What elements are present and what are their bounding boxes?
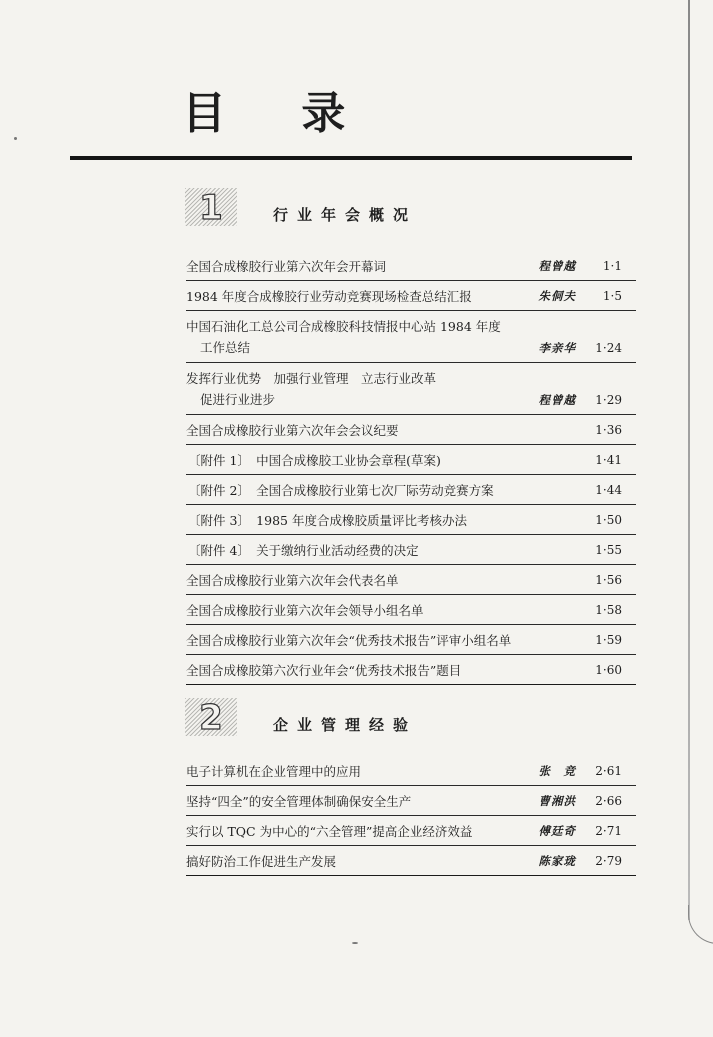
entry-title: 1984 年度合成橡胶行业劳动竞赛现场检查总结汇报: [186, 289, 472, 304]
page-title: 目 录: [182, 88, 376, 139]
entry-title: 搞好防治工作促进生产发展: [186, 854, 337, 869]
entry-author: 曹湘洪: [538, 794, 576, 808]
entry-title: 〔附件 2〕 全国合成橡胶行业第七次厂际劳动竞赛方案: [188, 483, 494, 498]
title-rule: [70, 156, 632, 160]
toc-entry[interactable]: [186, 565, 636, 595]
entry-title: 〔附件 4〕 关于缴纳行业活动经费的决定: [188, 543, 419, 558]
toc-entry[interactable]: [186, 251, 636, 281]
entry-title: 〔附件 1〕 中国合成橡胶工业协会章程(草案): [188, 453, 441, 468]
toc-entry[interactable]: [186, 786, 636, 816]
entry-author: 张 竞: [538, 764, 576, 778]
entry-title: 坚持“四全”的安全管理体制确保安全生产: [186, 794, 412, 809]
section-number: 2: [199, 698, 223, 738]
toc-entry[interactable]: [186, 415, 636, 445]
toc-entry[interactable]: [186, 281, 636, 311]
section-number: 1: [199, 188, 223, 228]
entry-title: 电子计算机在企业管理中的应用: [186, 764, 362, 779]
entry-page: 2·66: [595, 794, 622, 808]
entry-author: 程曾越: [538, 259, 576, 273]
entry-title: 全国合成橡胶行业第六次年会代表名单: [186, 573, 399, 588]
entry-page: 1·36: [595, 423, 622, 437]
entry-title: 全国合成橡胶行业第六次年会会议纪要: [186, 423, 399, 438]
toc-entry[interactable]: [186, 846, 636, 876]
entry-page: 1·29: [595, 393, 622, 407]
entry-title: 全国合成橡胶行业第六次年会领导小组名单: [186, 603, 424, 618]
entry-title-continued: 工作总结: [200, 340, 251, 355]
toc-entry[interactable]: [186, 655, 636, 685]
entry-title: 发挥行业优势 加强行业管理 立志行业改革: [186, 371, 437, 386]
entry-page: 2·71: [595, 824, 622, 838]
entry-title: 〔附件 3〕 1985 年度合成橡胶质量评比考核办法: [188, 513, 467, 528]
entry-title: 实行以 TQC 为中心的“六全管理”提高企业经济效益: [186, 824, 473, 839]
toc-entry[interactable]: [186, 756, 636, 786]
toc-list: [186, 756, 636, 876]
entry-page: 2·61: [595, 764, 622, 778]
toc-entry[interactable]: [186, 535, 636, 565]
entry-page: 1·59: [595, 633, 622, 647]
toc-entry[interactable]: [186, 363, 636, 415]
entry-page: 1·41: [595, 453, 622, 467]
entry-title: 全国合成橡胶行业第六次年会“优秀技术报告”评审小组名单: [186, 633, 512, 648]
toc-entry[interactable]: [186, 595, 636, 625]
entry-author: 朱侗夫: [538, 289, 576, 303]
entry-page: 1·1: [602, 259, 622, 273]
entry-title: 全国合成橡胶第六次行业年会“优秀技术报告”题目: [186, 663, 462, 678]
entry-author: 李亲华: [538, 341, 576, 355]
toc-entry[interactable]: [186, 475, 636, 505]
entry-page: 1·50: [595, 513, 622, 527]
entry-author: 陈家珑: [538, 854, 576, 868]
entry-author: 傅廷奇: [538, 824, 576, 838]
entry-page: 1·56: [595, 573, 622, 587]
toc-entry[interactable]: [186, 505, 636, 535]
toc-entry[interactable]: [186, 816, 636, 846]
entry-page: 1·24: [595, 341, 622, 355]
entry-page: 1·55: [595, 543, 622, 557]
entry-title: 全国合成橡胶行业第六次年会开幕词: [186, 259, 387, 274]
scan-edge-line: [688, 0, 690, 920]
toc-list: [186, 251, 636, 685]
section-title: 行业年会概况: [273, 206, 418, 224]
scan-dot: [352, 942, 358, 944]
toc-entry[interactable]: [186, 445, 636, 475]
entry-author: 程曾越: [538, 393, 576, 407]
scan-edge-curve: [688, 905, 713, 944]
entry-page: 1·60: [595, 663, 622, 677]
entry-page: 1·44: [595, 483, 622, 497]
entry-page: 1·58: [595, 603, 622, 617]
toc-entry[interactable]: [186, 311, 636, 363]
toc-entry[interactable]: [186, 625, 636, 655]
scan-dot: [14, 137, 17, 140]
entry-title-continued: 促进行业进步: [200, 392, 276, 407]
entry-page: 2·79: [595, 854, 622, 868]
entry-page: 1·5: [602, 289, 622, 303]
section-title: 企业管理经验: [273, 716, 418, 734]
entry-title: 中国石油化工总公司合成橡胶科技情报中心站 1984 年度: [186, 319, 501, 334]
